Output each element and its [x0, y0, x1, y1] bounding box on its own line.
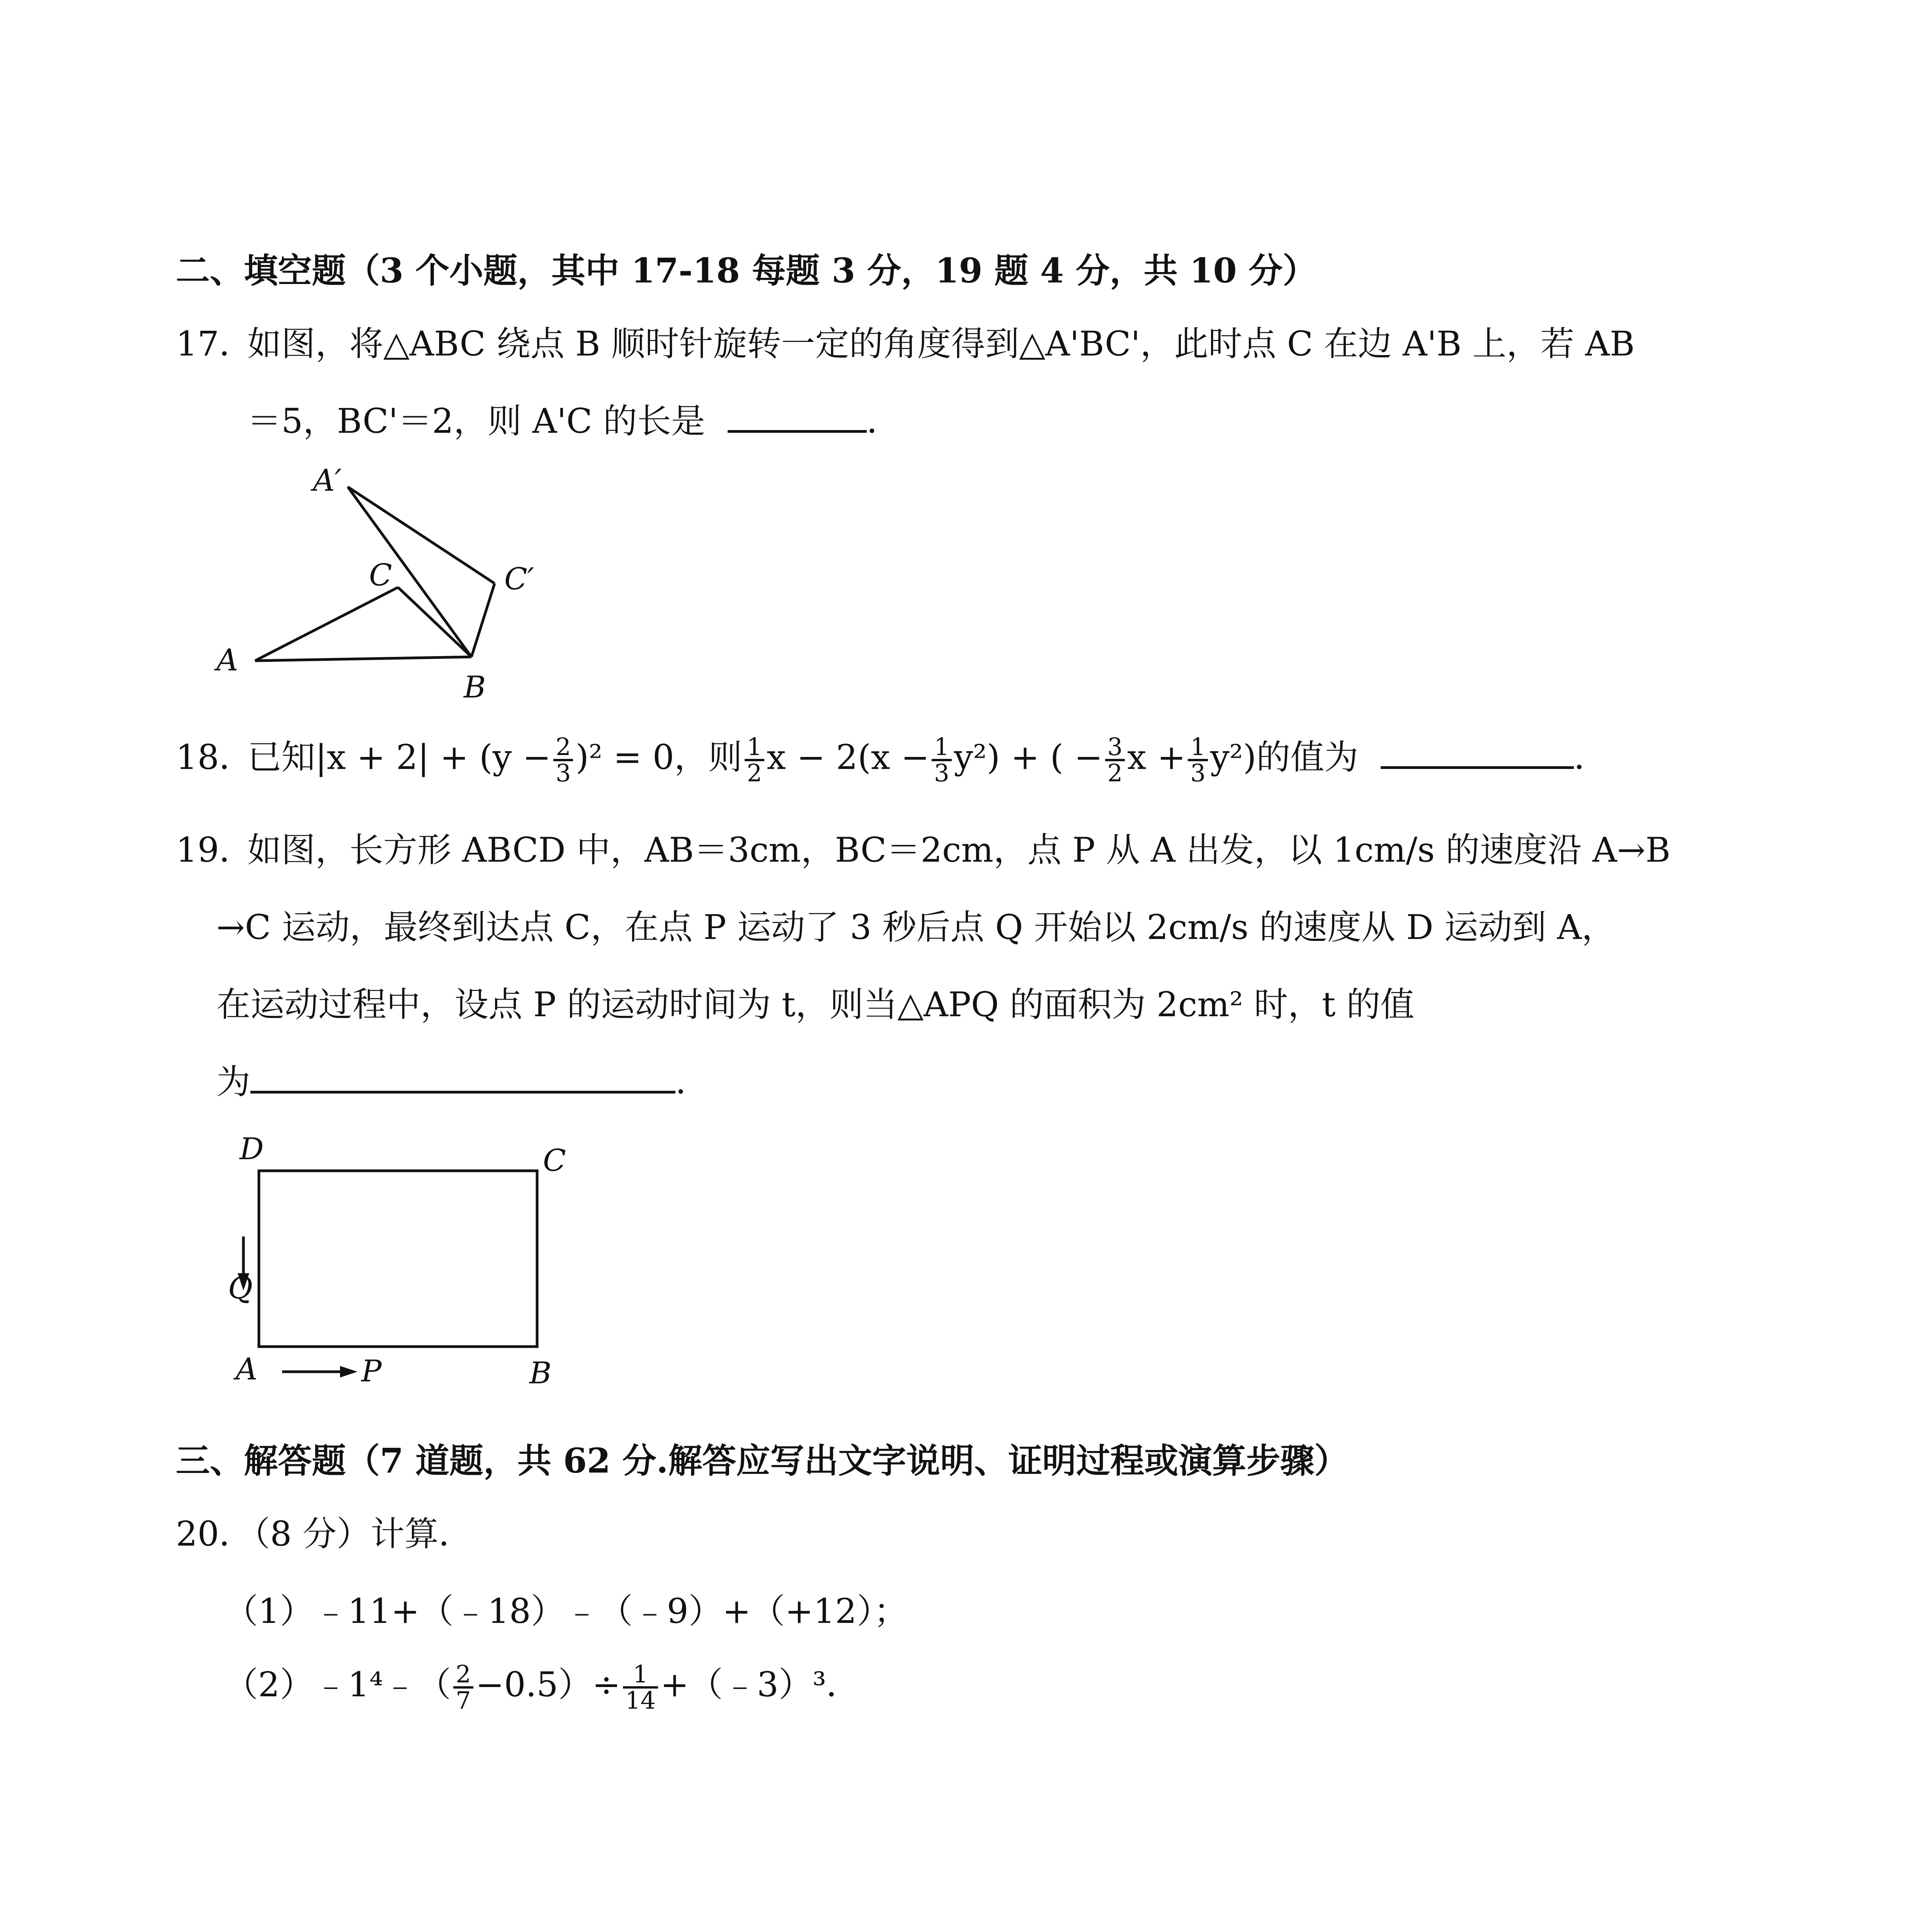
q20-part1: （1）﹣11+（﹣18）﹣（﹣9）+（+12）； [224, 1591, 908, 1631]
q18-end: ． [1574, 737, 1608, 777]
label-c: C [369, 558, 392, 593]
label-c-prime: C′ [504, 562, 534, 597]
q18-text-a: 已知|x + 2| + (y − [247, 737, 551, 777]
q18-text-f: y²)的值为 [1210, 737, 1359, 777]
q18-f3-num: 1 [932, 735, 951, 761]
q18-f2-num: 1 [745, 735, 764, 761]
label-d: D [240, 1132, 264, 1167]
q18-number: 18． [176, 737, 253, 777]
q20-fraction-1 [453, 1662, 473, 1713]
label-a: A [236, 1352, 258, 1387]
q19-figure [216, 1128, 622, 1406]
label-b: B [464, 670, 486, 705]
q18-fraction-1 [553, 735, 573, 785]
q19-line1: 如图，长方形 ABCD 中，AB＝3cm，BC＝2cm，点 P 从 A 出发，以 1cm/s 的速度沿 A→B [247, 830, 1671, 870]
section-3-title: 三、解答题（7 道题，共 62 分.解答应写出文字说明、证明过程或演算步骤） [176, 1440, 1349, 1481]
q18-fraction-3 [932, 735, 951, 785]
label-a-prime: A′ [313, 463, 342, 498]
q18-answer-blank [1381, 739, 1574, 769]
q18-fraction-4 [1105, 735, 1125, 785]
label-p: P [361, 1354, 382, 1389]
label-a: A [216, 643, 238, 678]
q19-number: 19． [176, 830, 253, 870]
q20-part2 [224, 1662, 860, 1713]
q18-expression [247, 734, 1608, 785]
q18-text-b: )² = 0，则 [575, 737, 742, 777]
q20-f1-den: 7 [456, 1686, 471, 1715]
segment-ac [255, 587, 398, 661]
segment-ab [255, 657, 471, 661]
q18-text-c: x − 2(x − [767, 737, 930, 777]
q17-line1: 如图，将△ABC 绕点 B 顺时针旋转一定的角度得到△A'BC'，此时点 C 在边 A'B 上，若 AB [247, 324, 1635, 364]
q20-f1-num: 2 [453, 1662, 473, 1689]
q17-end: ． [866, 401, 901, 441]
label-c: C [543, 1143, 566, 1178]
q20-title: 20．（8 分）计算． [176, 1514, 473, 1554]
q18-f5-num: 1 [1188, 735, 1208, 761]
q18-f5-den: 3 [1190, 759, 1206, 787]
label-b: B [529, 1356, 552, 1391]
segment-c1b [471, 583, 495, 657]
q19-line4 [216, 1059, 709, 1105]
q20-f2-num: 1 [623, 1662, 658, 1689]
q18-f4-den: 2 [1107, 759, 1123, 787]
q18-f4-num: 3 [1105, 735, 1125, 761]
q18-f2-den: 2 [747, 759, 762, 787]
q20-p2-text-a: （2）﹣1⁴﹣（ [224, 1665, 451, 1704]
q20-f2-den: 14 [625, 1686, 656, 1715]
q18-fraction-2 [745, 735, 764, 785]
q17-line2 [247, 398, 901, 444]
q18-fraction-5 [1188, 735, 1208, 785]
q18-f1-num: 2 [553, 735, 573, 761]
q19-answer-blank [250, 1064, 675, 1094]
q18-f1-den: 3 [556, 759, 571, 787]
q20-p2-text-c: +（﹣3）³． [660, 1665, 861, 1704]
p-arrow-head [340, 1366, 357, 1378]
q20-fraction-2 [623, 1662, 658, 1713]
q17-answer-blank [728, 403, 867, 433]
q17-line2-text: ＝5，BC'＝2，则 A'C 的长是 [247, 401, 705, 441]
q17-number: 17． [176, 324, 253, 364]
q18-text-e: x + [1127, 737, 1186, 777]
q17-figure [209, 456, 595, 707]
rectangle-abcd [259, 1171, 537, 1347]
q18-f3-den: 3 [934, 759, 949, 787]
q18-text-d: y²) + ( − [954, 737, 1103, 777]
segment-cb [398, 587, 471, 657]
label-q: Q [228, 1271, 253, 1306]
section-2-title: 二、填空题（3 个小题，其中 17-18 每题 3 分，19 题 4 分，共 10 分） [176, 250, 1317, 291]
q19-line2: →C 运动，最终到达点 C，在点 P 运动了 3 秒后点 Q 开始以 2cm/s 的速度从 D 运动到 A， [216, 907, 1616, 947]
q19-line3: 在运动过程中，设点 P 的运动时间为 t，则当△APQ 的面积为 2cm² 时，t 的值 [216, 985, 1415, 1024]
q20-p2-text-b: −0.5）÷ [475, 1665, 621, 1704]
q19-end: ． [675, 1062, 710, 1102]
q19-line4-text: 为 [216, 1062, 251, 1102]
segment-a1b [348, 487, 471, 657]
